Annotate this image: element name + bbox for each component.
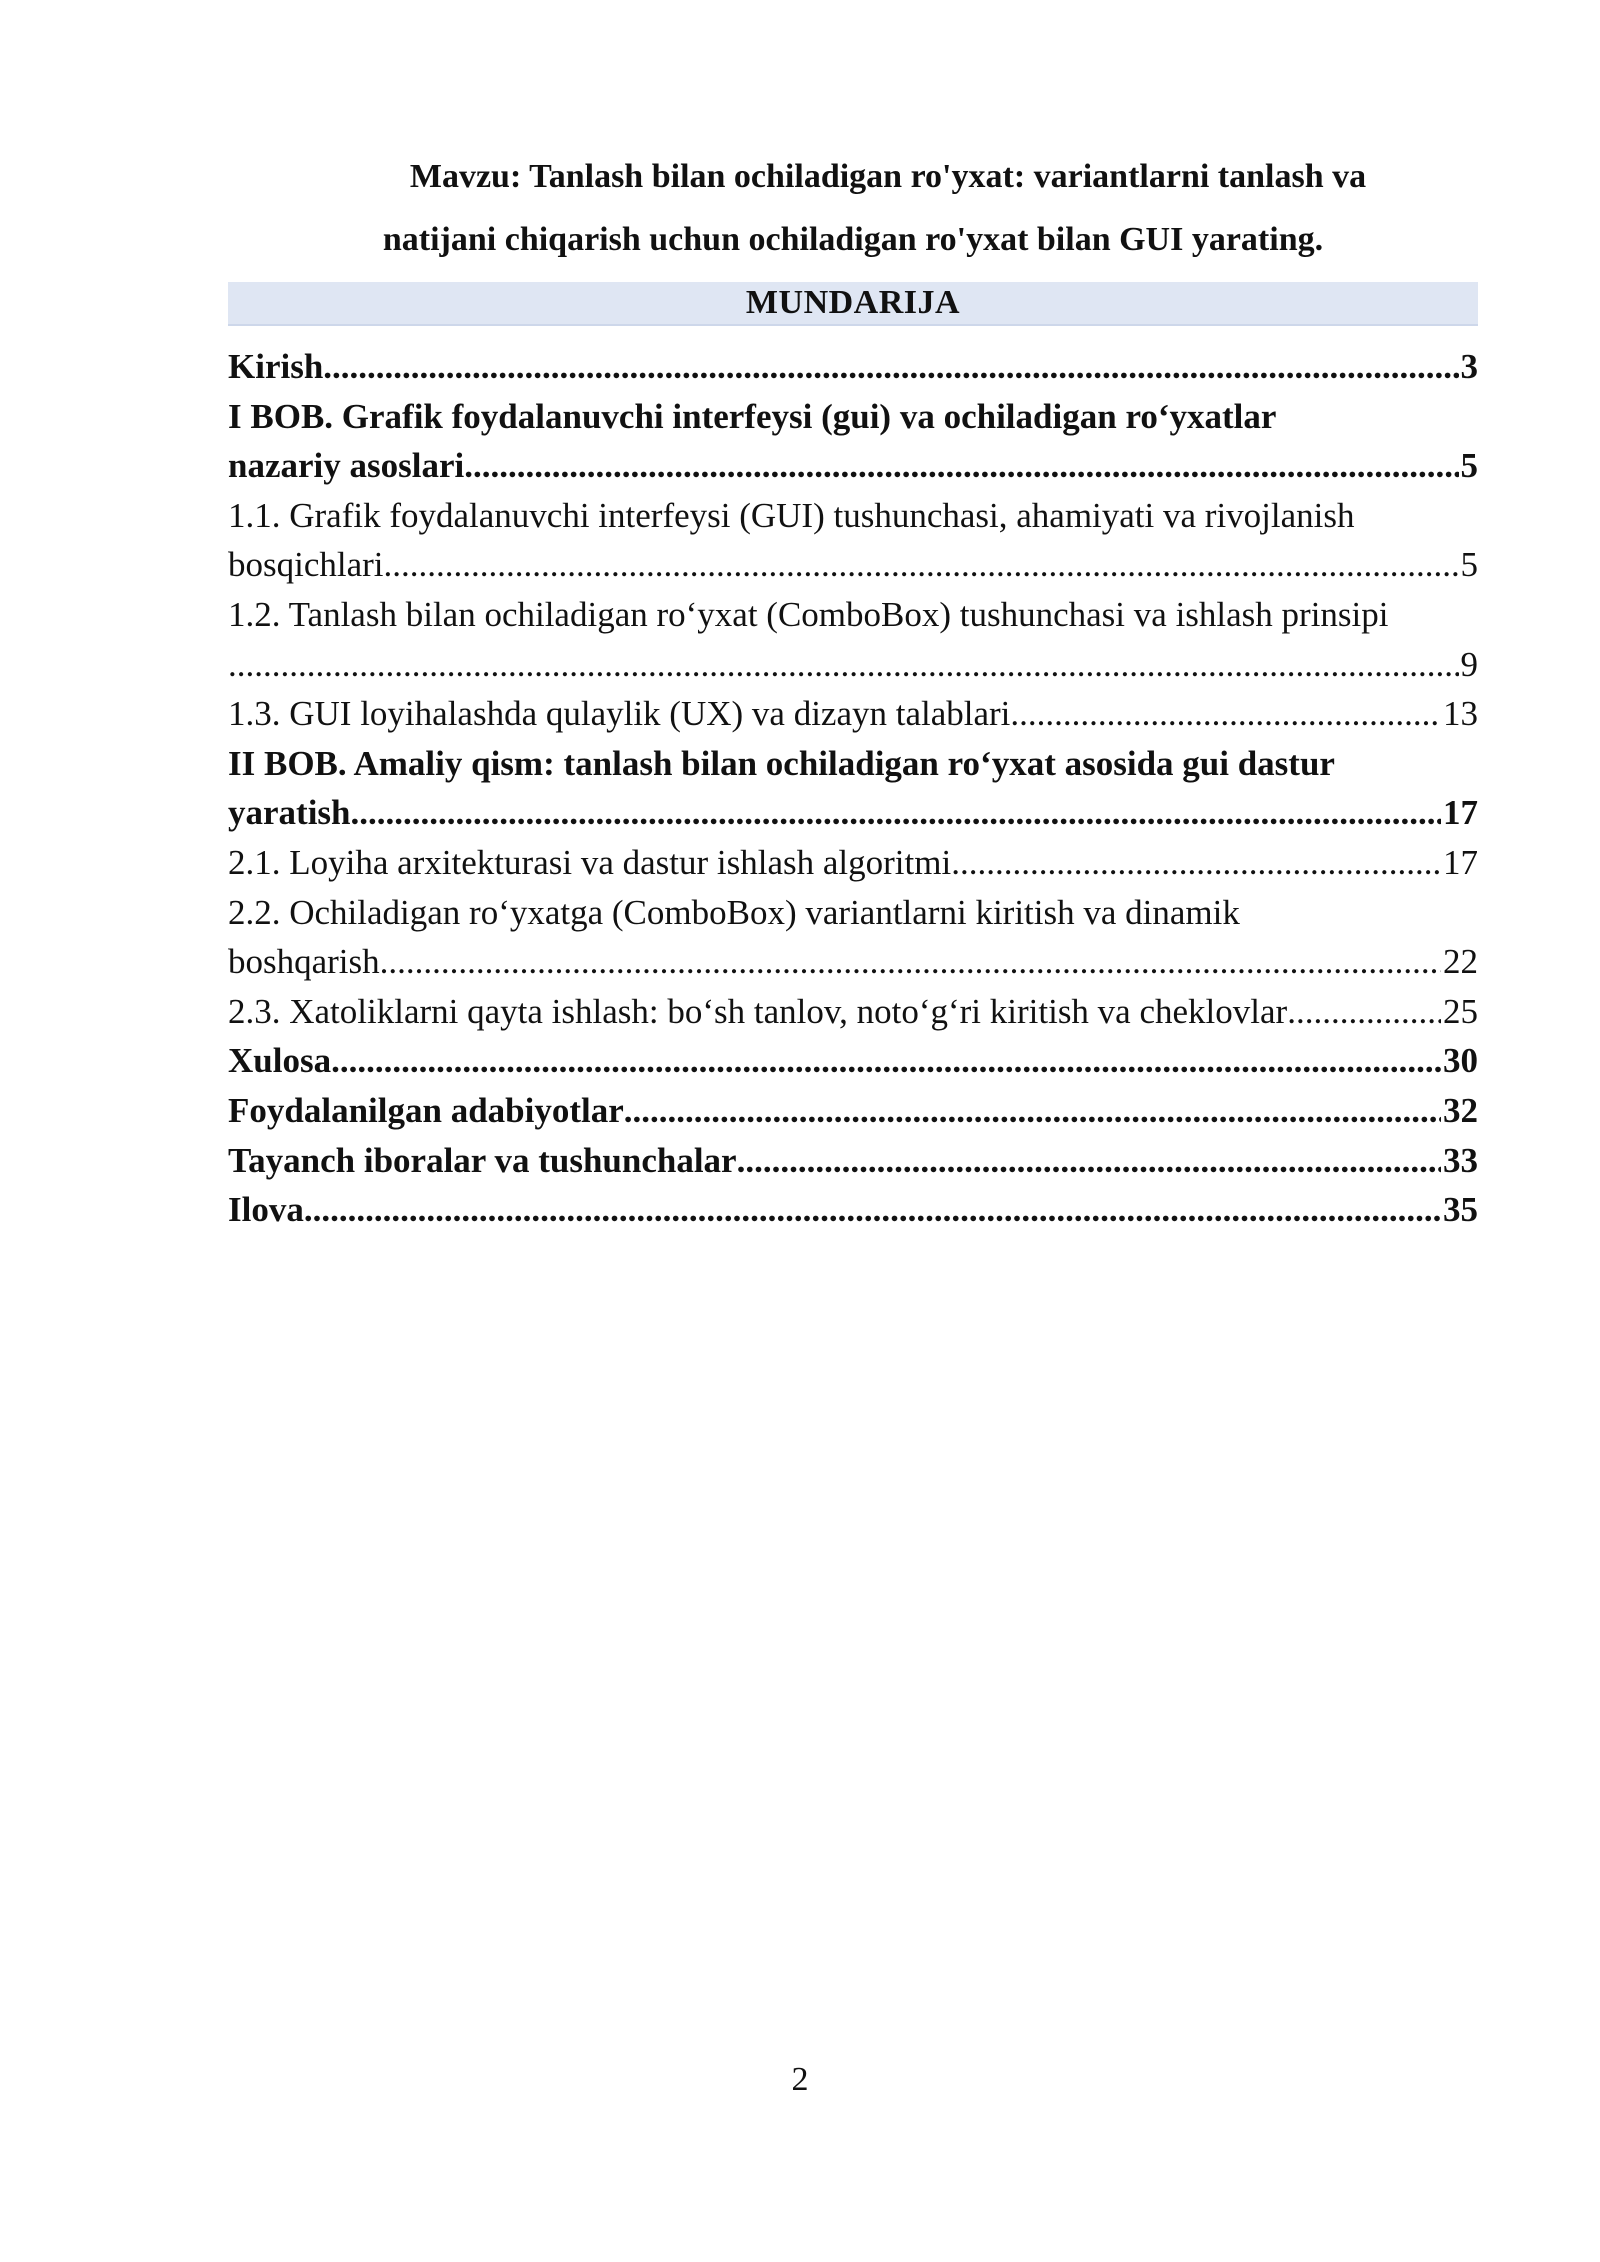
toc-entry-label: 2.3. Xatoliklarni qayta ishlash: bo‘sh tanlov, noto‘g‘ri kiritish va cheklovlar xyxy=(228,991,1288,1031)
toc-entry-label: Xulosa xyxy=(228,1041,332,1081)
toc-page-number: 25 xyxy=(1443,991,1478,1031)
toc-page-number: 35 xyxy=(1443,1190,1478,1230)
toc-leader-dots xyxy=(351,788,1442,838)
toc-entry-label: 2.2. Ochiladigan ro‘yxatga (ComboBox) variantlarni kiritish va dinamik xyxy=(228,892,1240,932)
toc-entry-label: 1.3. GUI loyihalashda qulaylik (UX) va dizayn talablari xyxy=(228,694,1011,734)
toc-leader-dots xyxy=(624,1086,1441,1136)
toc-entry-label-continued: bosqichlari xyxy=(228,545,384,585)
toc-entry-label: 1.1. Grafik foydalanuvchi interfeysi (GUI) tushunchasi, ahamiyati va rivojlanish xyxy=(228,495,1355,535)
toc-heading: MUNDARIJA xyxy=(228,282,1478,326)
toc-entry-section-1-1[interactable] xyxy=(228,491,1478,590)
toc-leader-dots xyxy=(228,640,1459,690)
toc-entry-label: Kirish xyxy=(228,347,324,386)
toc-entry-glossary[interactable] xyxy=(228,1136,1478,1186)
toc-leader-dots xyxy=(304,1185,1441,1235)
topic-title-line-1: Mavzu: Tanlash bilan ochiladigan ro'yxat: variantlarni tanlash va xyxy=(409,158,1367,195)
toc-leader-dots xyxy=(384,540,1459,590)
toc-entry-section-2-1[interactable] xyxy=(228,838,1478,888)
topic-title-line-2: natijani chiqarish uchun ochiladigan ro'yxat bilan GUI yarating. xyxy=(382,221,1324,258)
toc-leader-dots xyxy=(951,838,1441,888)
toc-entry-label: II BOB. Amaliy qism: tanlash bilan ochiladigan ro‘yxat asosida gui dastur xyxy=(228,743,1335,783)
page-number: 2 xyxy=(791,2061,809,2098)
toc-leader-dots xyxy=(331,1036,1441,1086)
toc-entry-label-continued: boshqarish xyxy=(228,942,380,982)
toc-leader-dots xyxy=(380,937,1441,987)
toc-leader-dots xyxy=(1010,689,1441,739)
document-topic-title xyxy=(228,145,1478,271)
toc-entry-section-1-2[interactable] xyxy=(228,590,1478,689)
toc-entry-kirish[interactable] xyxy=(228,342,1478,392)
toc-entry-label: 2.1. Loyiha arxitekturasi va dastur ishlash algoritmi xyxy=(228,842,952,882)
toc-page-number: 5 xyxy=(1460,446,1478,486)
toc-entry-references[interactable] xyxy=(228,1086,1478,1136)
toc-leader-dots xyxy=(1287,987,1441,1037)
toc-entry-label: Ilova xyxy=(228,1190,304,1230)
toc-page-number: 22 xyxy=(1443,942,1478,982)
toc-entry-appendix[interactable] xyxy=(228,1185,1478,1235)
toc-entry-label: 1.2. Tanlash bilan ochiladigan ro‘yxat (ComboBox) tushunchasi va ishlash prinsipi xyxy=(228,594,1389,634)
toc-page-number: 9 xyxy=(1460,644,1478,684)
toc-page-number: 30 xyxy=(1443,1041,1478,1081)
toc-entry-section-2-2[interactable] xyxy=(228,888,1478,987)
toc-entry-chapter-2[interactable] xyxy=(228,739,1478,838)
toc-entry-label-continued: yaratish xyxy=(228,793,351,833)
toc-page-number: 5 xyxy=(1460,545,1478,585)
toc-entry-xulosa[interactable] xyxy=(228,1036,1478,1086)
table-of-contents xyxy=(228,342,1478,1235)
toc-entry-label-continued: nazariy asoslari xyxy=(228,446,465,486)
toc-page-number: 33 xyxy=(1443,1140,1478,1180)
toc-leader-dots xyxy=(737,1136,1441,1186)
toc-entry-section-2-3[interactable] xyxy=(228,987,1478,1037)
toc-page-number: 32 xyxy=(1443,1090,1478,1130)
toc-entry-chapter-1[interactable] xyxy=(228,392,1478,491)
toc-entry-label: I BOB. Grafik foydalanuvchi interfeysi (gui) va ochiladigan ro‘yxatlar xyxy=(228,396,1277,436)
toc-entry-label: Tayanch iboralar va tushunchalar xyxy=(228,1140,737,1180)
toc-page-number: 17 xyxy=(1443,842,1478,882)
toc-leader-dots xyxy=(323,342,1458,392)
toc-page-number: 13 xyxy=(1443,694,1478,734)
toc-entry-section-1-3[interactable] xyxy=(228,689,1478,739)
toc-leader-dots xyxy=(464,441,1458,491)
toc-page-number: 17 xyxy=(1443,793,1478,833)
toc-page-number: 3 xyxy=(1460,347,1478,386)
toc-entry-label: Foydalanilgan adabiyotlar xyxy=(228,1090,624,1130)
